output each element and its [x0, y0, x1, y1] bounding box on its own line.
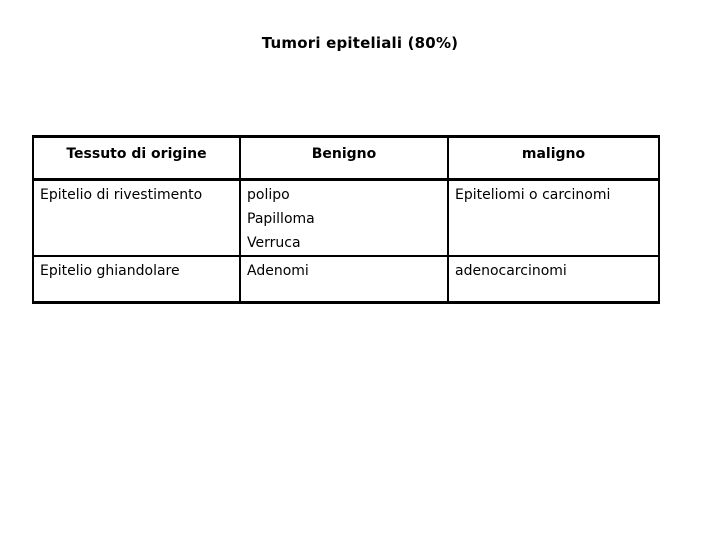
table-header-row [33, 137, 659, 180]
cell-maligno: Epiteliomi o carcinomi [448, 180, 659, 257]
cell-benigno [240, 256, 448, 303]
header-benigno: Benigno [240, 137, 448, 180]
header-tessuto: Tessuto di origine [33, 137, 240, 180]
cell-benigno-line: Adenomi [247, 263, 309, 279]
table-row [33, 180, 659, 257]
cell-tessuto: Epitelio ghiandolare [33, 256, 240, 303]
tumor-classification-table [32, 135, 660, 304]
cell-maligno: adenocarcinomi [448, 256, 659, 303]
cell-tessuto: Epitelio di rivestimento [33, 180, 240, 257]
table-row [33, 256, 659, 303]
cell-benigno-line: Verruca [247, 235, 301, 251]
header-maligno: maligno [448, 137, 659, 180]
cell-benigno-line: Papilloma [247, 211, 315, 227]
slide-title: Tumori epiteliali (80%) [261, 34, 459, 52]
cell-benigno-line: polipo [247, 187, 290, 203]
cell-benigno [240, 180, 448, 257]
